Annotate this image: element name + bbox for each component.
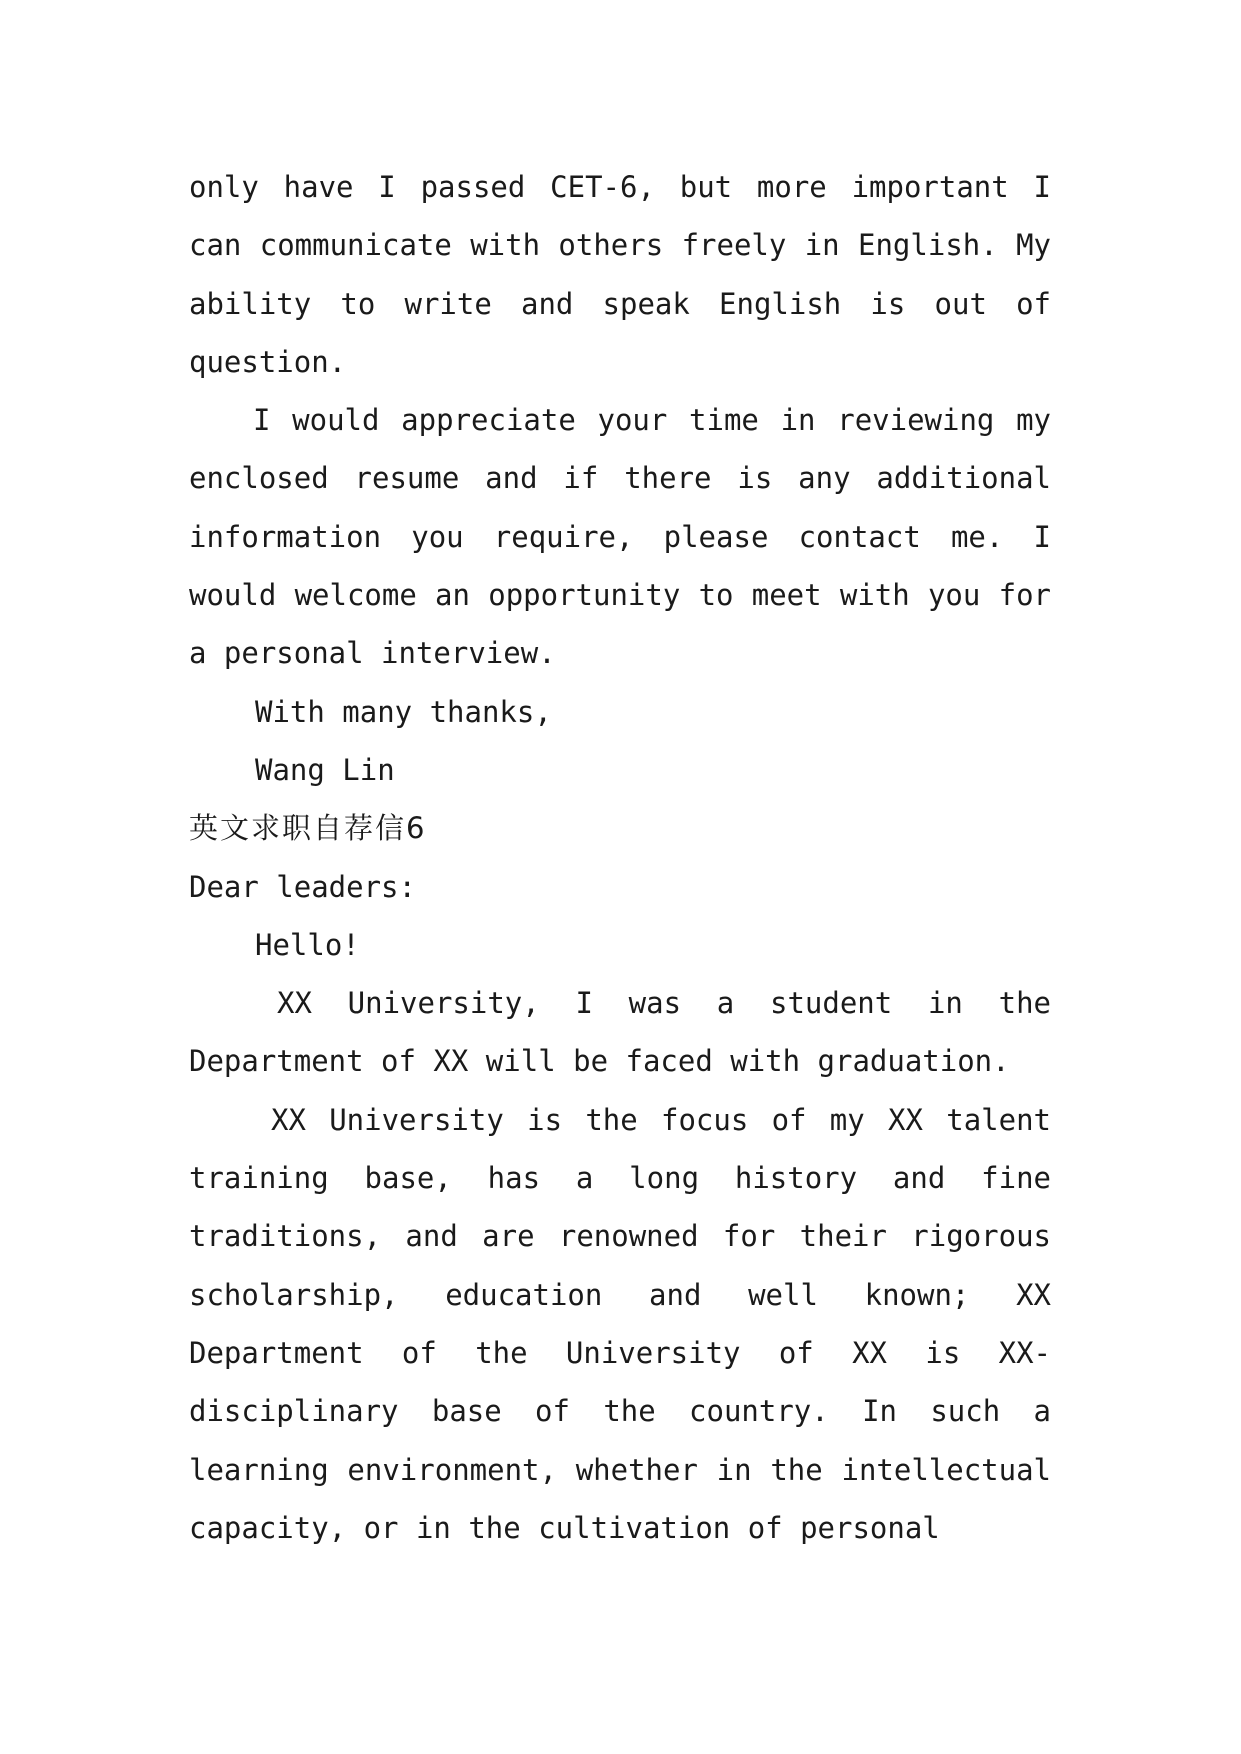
paragraph-english-ability: only have I passed CET-6, but more important I can communicate with others freely in English. My ability to write and speak English is out of question. bbox=[189, 170, 1051, 379]
section-heading: 英文求职自荐信6 bbox=[189, 811, 427, 846]
paragraph-university-intro: XX University, I was a student in the Department of XX will be faced with graduation. bbox=[189, 986, 1051, 1079]
greeting: Hello! bbox=[255, 927, 360, 962]
closing-line: With many thanks, bbox=[255, 694, 552, 729]
signature-name: Wang Lin bbox=[255, 752, 395, 787]
paragraph-university-details: XX University is the focus of my XX talent training base, has a long history and fine traditions, and are renowned for their rigorous scholarship, education and well known; XX Department of the University of XX is XX-disciplinary base of the country. In such a learning environment, whether in the intellectual capacity, or in the cultivation of personal bbox=[189, 1102, 1051, 1545]
paragraph-appreciation: I would appreciate your time in reviewing my enclosed resume and if there is any additional information you require, please contact me. I would welcome an opportunity to meet with you for a personal interview. bbox=[189, 403, 1051, 671]
salutation: Dear leaders: bbox=[189, 869, 416, 904]
letter-body bbox=[189, 158, 1051, 1557]
